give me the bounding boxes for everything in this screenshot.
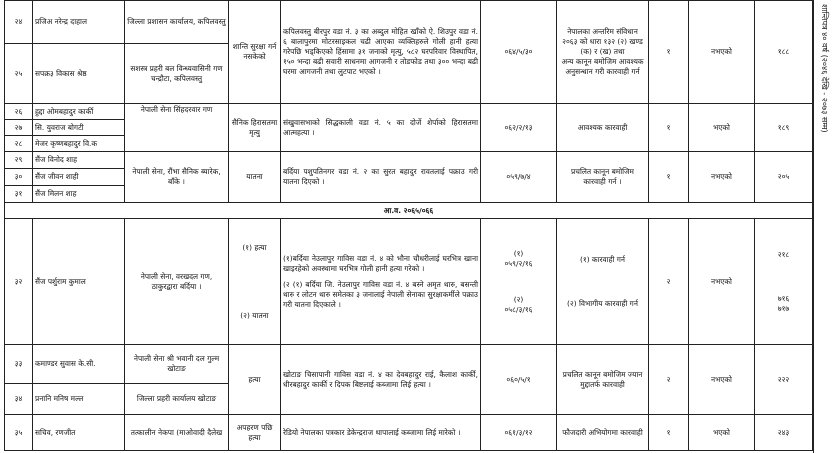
incident-description-part: ५८२ घरपरिवार विस्थापित, १५० भन्दा बढी सवारी साधनमा आगजनी र तोडफोड तथा ३०० भन्दा बढी घरमा आगजनी तथा लुटपाट भएको । [283,47,478,76]
person-name: कमाण्डर सुवास के.सी. [33,345,125,384]
implementation-status: नभएको [689,219,755,345]
incident-description: बर्दिया पशुपतिनगर वडा नं. २ का सुरत बहादुर रावतलाई पक्राउ गरी यातना दिएको । [281,152,481,203]
organization: तत्कालीन नेकपा (माओवादी दैलेख [125,415,229,451]
person-name: सैंज मिलन शाह [33,186,125,203]
row-number: २७ [5,120,33,136]
count: २ [649,219,689,345]
person-name: हुद्दा ओमबहादुर कार्की [33,104,125,120]
recommendation [557,219,649,345]
person-name: मेजर कृष्णबहादुर वि.क [33,136,125,152]
violation-item: (२) यातना [240,310,269,320]
row-number: ३५ [5,415,33,451]
incident-description: खोटाङ चिसापानी गाविस वडा नं. ४ का देवबहादुर राई, कैलाश कार्की, धीरबहादुर कार्की र दिपक बिष्टलाई कब्जामा लिई हत्या । [281,345,481,415]
table-row [5,415,813,451]
organization: जिल्ला प्रशासन कार्यालय, कपिलवस्तु [125,1,229,44]
count: १ [649,104,689,152]
table-row [5,345,813,384]
count: १ [649,1,689,104]
incident-description [281,219,481,345]
incident-description: संखुवासभाको सिद्धकाली वडा नं. ५ का दोर्जे शेर्पाको हिरासतमा आत्महत्या । [281,104,481,152]
count: १ [649,152,689,203]
row-number: २६ [5,104,33,120]
row-number: ३१ [5,186,33,203]
organization: सशस्त्र प्रहरी बल विन्ध्यवासिनी गण चन्द्रौटा, कपिलवस्तु [125,44,229,104]
person-name: सैंज जीवन शाही [33,169,125,186]
row-number: २५ [5,44,33,104]
implementation-status: भएको [689,104,755,152]
incident-date: ०६४/५/३० [481,1,557,104]
date-item-number: (२) [513,294,524,304]
spacer [483,269,554,295]
person-name: सैंज पर्शुराम कुमाल [33,219,125,345]
incident-description-part: (२ (१) बर्दिया जि. नेउलापुर गाविस वडा नं. ४ बस्ने अमृत थारु, बसन्ती थारु र लोटन थारु समेतका ३ जनालाई नेपाली सेनाका सुरक्षाकर्मीले पक्राउ गरी यातना दिएकाले । [283,279,478,309]
page-number: १८९ [755,104,813,152]
recommendation-table [4,0,813,451]
violation-item: (१) हत्या [242,242,267,252]
incident-date: ०६०/५/१ [481,345,557,415]
count: २ [649,345,689,415]
recommendation: आवश्यक कारवाही [557,104,649,152]
organization: नेपाली सेना श्री भवानी दल गुल्म खोटाङ [125,345,229,384]
page-item: २१८ [777,249,790,259]
implementation-status: भएको [689,415,755,451]
recommendation-part: (१) कारवाही गर्न [579,254,626,264]
side-running-header: शान्तिपत्र ४० वर्ष (२०४६ देखि - २०७३ सम्म) [820,4,829,133]
count: १ [649,415,689,451]
page-number: २४३ [755,415,813,451]
date-item: ०५९/२/१६ [504,258,533,268]
page-number: २२२ [755,345,813,415]
table-row [5,152,813,169]
fiscal-year-header: आ.व. २०६५/०६६ [5,203,813,219]
person-name: प्रनानि मनिष मल्ल [33,384,125,415]
implementation-status: नभएको [689,152,755,203]
spacer [757,260,810,294]
violation-type: अपहरण पछि हत्या [229,415,281,451]
person-name: सैंज विनोद शाह [33,152,125,169]
implementation-status: नभएको [689,345,755,415]
organization: नेपाली सेना सिंहदरवार गण [125,104,229,152]
date-item-number: (१) [513,248,524,258]
recommendation-part: (२) विभागीय कारवाही गर्न [567,298,638,308]
row-number: २८ [5,136,33,152]
organization: नेपाली सेना, रौंभा सैनिक ब्यारेक, बाँके । [125,152,229,203]
row-number: २४ [5,1,33,44]
organization: जिल्ला प्रहरी कार्यालय खोटाङ [125,384,229,415]
fiscal-year-row [5,203,813,219]
incident-description: रेडियो नेपालका पत्रकार डेकेन्द्रराज थापालाई कब्जामा लिई मारेको । [281,415,481,451]
incident-description [281,1,481,104]
violation-type: सैनिक हिरासतमा मृत्यु [229,104,281,152]
person-name: सपक्र३ विकास श्रेष्ठ [33,44,125,104]
incident-date: ०६१/३/१२ [481,415,557,451]
recommendation: प्रचलित कानून बमोजिम कारवाही गर्न । [557,152,649,203]
recommendation-part: अन्य कानून बमोजिम आवश्यक अनुसन्धान गरी कारवाही गर्न [561,57,644,76]
organization: नेपाली सेना, वरखदल गण, ठाकुरद्वारा बर्दिया । [125,219,229,345]
page-number: २०५ [755,152,813,203]
row-number: ३२ [5,219,33,345]
row-number: ३४ [5,384,33,415]
page-item: ७१७ [777,303,790,313]
incident-date: ०५९/७/४ [481,152,557,203]
recommendation-part: नेपालका अन्तरिम संविधान २०६३ को धारा १३२ (२) खण्ड (क) र (ख) तथा [562,27,643,56]
person-name: सि. युवराज बोगटी [33,120,125,136]
page-number: १८८ [755,1,813,104]
table-row [5,104,813,120]
incident-date [481,219,557,345]
implementation-status: नभएको [689,1,755,104]
page-item: ७१६ [777,293,790,303]
date-item: ०५८/३/१६ [504,304,533,314]
spacer [559,265,646,299]
recommendation [557,1,649,104]
table-row [5,219,813,345]
incident-description-part: (१)बर्दिया नेउलापुर गाविस वडा नं. ४ को भौना चौधरीलाई घरभित्र खाना खाइरहेको अवस्थामा घरभित्र गोली हानी हत्या गरेको । [283,253,478,273]
incident-description-part: कपिलवस्तु बीरपुर वडा नं. ३ का अब्दुल मोहित खाँको ऐ. शिउपुर वडा नं. ६ बालापुरमा मोटरसाइकल चढी आएका व्यक्तिहरुले गोली हानी हत्या गरेपछि भड्किएको हिंसामा ३१ जनाको मृत्यु, [283,27,478,56]
recommendation: प्रचलित कानून बमोजिम ज्यान मुद्दातर्फ कारवाही [557,345,649,415]
person-name: प्रजिअ नरेन्द्र दाहाल [33,1,125,44]
violation-type: हत्या [229,345,281,415]
spacer [231,253,278,311]
row-number: २९ [5,152,33,169]
incident-date: ०६२/२/१३ [481,104,557,152]
recommendation: फौजदारी अभियोगमा कारवाही [557,415,649,451]
violation-type: यातना [229,152,281,203]
violation-type: शान्ति सुरक्षा गर्न नसकेको [229,1,281,104]
person-name: सचिव, रणजीत [33,415,125,451]
violation-type [229,219,281,345]
page-number [755,219,813,345]
table-row [5,1,813,44]
row-number: ३० [5,169,33,186]
side-margin [813,0,834,453]
row-number: ३३ [5,345,33,384]
